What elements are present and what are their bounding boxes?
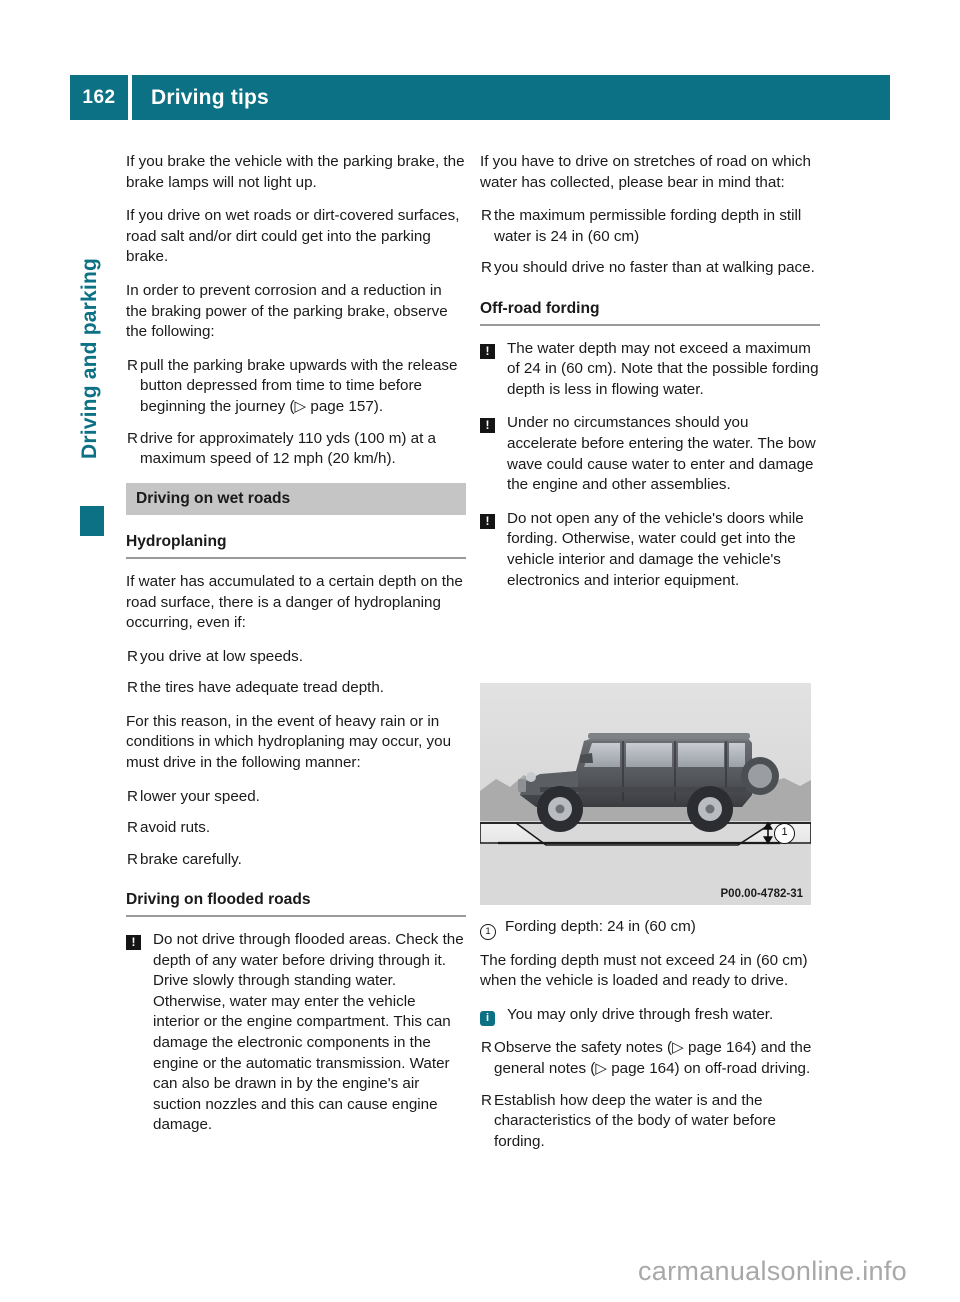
paragraph: If water has accumulated to a certain depth on the road surface, there is a danger of hydroplaning occurring, even if: (126, 572, 463, 632)
figure-callout-1: 1 (774, 823, 795, 844)
bullet-list (126, 356, 466, 470)
warning-icon: ! (480, 341, 495, 362)
list-item (480, 1091, 820, 1153)
bullet-list (126, 647, 466, 699)
chapter-marker-block (80, 506, 104, 536)
paragraph: For this reason, in the event of heavy rain or in conditions in which hydroplaning may occur, you must drive in the following manner: (126, 712, 452, 772)
info-note-text: You may only drive through fresh water. (507, 1005, 774, 1023)
page-number: 162 (70, 75, 128, 120)
right-column-lower (480, 917, 820, 1165)
list-item (480, 206, 820, 247)
bullet-icon: R (127, 647, 138, 665)
paragraph: If you brake the vehicle with the parking brake, the brake lamps will not light up. (126, 153, 465, 191)
right-column (480, 152, 820, 604)
warning-note (480, 413, 820, 495)
info-icon: i (480, 1007, 495, 1028)
list-item-label: the tires have adequate tread depth. (140, 679, 385, 697)
list-item (126, 647, 466, 668)
bullet-list (480, 206, 820, 279)
bullet-icon: R (481, 1091, 492, 1109)
warning-note (126, 930, 466, 1136)
warning-note-text: Under no circumstances should you accelerate before entering the water. The bow wave could cause water to enter and damage the engine and other assemblies. (507, 414, 816, 494)
list-item-label: the maximum permissible fording depth in still water is 24 in (60 cm) (494, 207, 802, 245)
chapter-side-tab (78, 258, 104, 528)
list-item-label: drive for approximately 110 yds (100 m) at a maximum speed of 12 mph (20 km/h). (140, 429, 437, 468)
section-banner: Driving on wet roads (126, 483, 466, 516)
list-item (480, 258, 820, 279)
subheading-flooded-roads: Driving on flooded roads (126, 890, 466, 917)
bullet-icon: R (481, 259, 492, 277)
warning-icon: ! (480, 415, 495, 436)
callout-legend (480, 917, 820, 938)
figure-caption: P00.00-4782-31 (720, 888, 803, 900)
warning-note (480, 509, 820, 591)
page-title: Driving tips (132, 75, 890, 120)
subheading-hydroplaning: Hydroplaning (126, 532, 466, 559)
site-watermark: carmanualsonline.info (638, 1256, 907, 1286)
list-item (126, 678, 466, 699)
paragraph: The fording depth must not exceed 24 in (60 cm) when the vehicle is loaded and ready to drive. (480, 951, 808, 990)
paragraph: If you drive on wet roads or dirt-covered surfaces, road salt and/or dirt could get into the parking brake. (126, 207, 460, 266)
bullet-list (480, 1038, 820, 1152)
warning-icon: ! (480, 511, 495, 532)
bullet-icon: R (127, 679, 138, 697)
list-item-label: pull the parking brake upwards with the release button depressed from time to time before beginning the journey (▷ page 157). (140, 356, 458, 415)
left-column (126, 152, 466, 1149)
paragraph: In order to prevent corrosion and a reduction in the braking power of the parking brake, observe the following: (126, 281, 448, 341)
bullet-icon: R (127, 787, 138, 805)
bullet-icon: R (127, 356, 138, 374)
list-item-label: lower your speed. (140, 787, 260, 805)
bullet-icon: R (127, 429, 138, 447)
bullet-list (126, 787, 466, 871)
list-item-label: avoid ruts. (140, 819, 211, 837)
subheading-offroad-fording: Off-road fording (480, 299, 820, 326)
warning-icon: ! (126, 932, 141, 953)
vehicle-fording-svg (480, 683, 811, 905)
fording-illustration (480, 683, 811, 905)
warning-note-text: Do not open any of the vehicle's doors while fording. Otherwise, water could get into the vehicle interior and damage the vehicle's electronics and interior equipment. (507, 509, 804, 589)
list-item-label: you should drive no faster than at walking pace. (494, 259, 815, 277)
bullet-icon: R (127, 850, 138, 868)
list-item-label: Establish how deep the water is and the characteristics of the body of water before fording. (494, 1091, 776, 1150)
list-item-label: you drive at low speeds. (140, 647, 303, 665)
list-item (126, 356, 466, 418)
info-note (480, 1005, 820, 1026)
bullet-icon: R (481, 1039, 492, 1057)
paragraph: If you have to drive on stretches of road on which water has collected, please bear in mind that: (480, 153, 811, 191)
chapter-side-tab-label: Driving and parking (78, 258, 101, 459)
list-item (126, 850, 466, 871)
warning-note-text: Do not drive through flooded areas. Check the depth of any water before driving through it. Drive slowly through standing water. Otherwise, water may enter the vehicle interior or the engine compartment. This can damage the electronic components in the engine or the automatic transmission. Water can also be drawn in by the engine's air suction nozzles and this can cause engine damage. (153, 931, 464, 1134)
list-item (480, 1038, 820, 1079)
list-item (126, 818, 466, 839)
callout-number-icon: 1 (480, 920, 496, 941)
list-item (126, 787, 466, 808)
warning-note (480, 339, 820, 401)
bullet-icon: R (127, 819, 138, 837)
bullet-icon: R (481, 207, 492, 225)
list-item (126, 429, 466, 470)
warning-note-text: The water depth may not exceed a maximum of 24 in (60 cm). Note that the possible fording depth is less in flowing water. (507, 339, 819, 398)
callout-legend-text: Fording depth: 24 in (60 cm) (505, 918, 696, 935)
list-item-label: Observe the safety notes (▷ page 164) and the general notes (▷ page 164) on off-road driving. (494, 1039, 812, 1077)
list-item-label: brake carefully. (140, 850, 242, 868)
page-header (70, 75, 890, 120)
